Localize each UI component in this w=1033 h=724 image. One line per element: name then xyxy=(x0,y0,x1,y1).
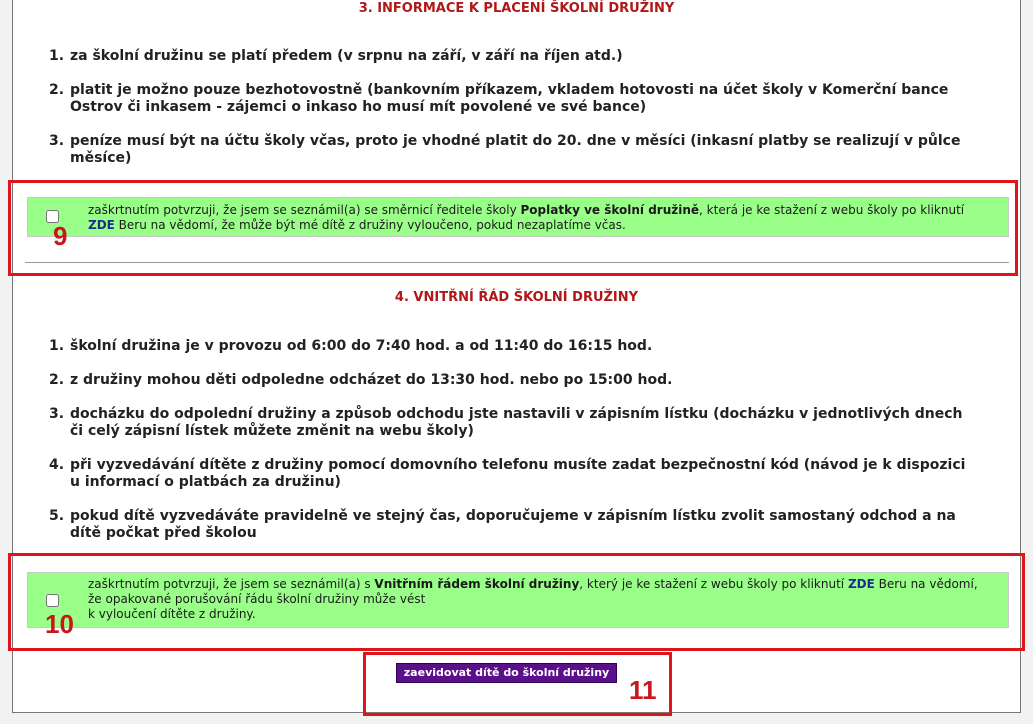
annotation-box-10 xyxy=(8,553,1025,651)
annotation-box-11 xyxy=(363,652,672,716)
list-item-text: za školní družinu se platí předem (v srpnu na září, v září na říjen atd.) xyxy=(70,48,623,64)
section-3-title: 3. INFORMACE K PLACENÍ ŠKOLNÍ DRUŽINY xyxy=(358,1,675,16)
list-item-number: 2. xyxy=(49,82,65,98)
list-item-number: 2. xyxy=(49,372,65,388)
list-item-number: 3. xyxy=(49,406,65,422)
rules-download-link[interactable]: ZDE xyxy=(847,577,875,591)
list-item-number: 3. xyxy=(49,133,65,149)
list-item-text: pokud dítě vyzvedáváte pravidelně ve stejný čas, doporučujeme v zápisním lístku zvolit samostaný odchod a na dítě počkat před školou xyxy=(70,508,956,541)
list-item-text: z družiny mohou děti odpoledne odcházet do 13:30 hod. nebo po 15:00 hod. xyxy=(70,372,673,388)
list-item-number: 5. xyxy=(49,508,65,524)
list-item-number: 1. xyxy=(49,338,65,354)
annotation-label-11: 11 xyxy=(629,675,657,705)
annotation-box-9 xyxy=(8,180,1018,276)
register-child-button[interactable]: zaevidovat dítě do školní družiny xyxy=(396,663,617,683)
rules-consent-text: zaškrtnutím potvrzuji, že jsem se seznámil(a) s Vnitřním řádem školní družiny, který je ke stažení z webu školy po kliknutí ZDE Beru na vědomí, že opakované porušování řádu školní družiny může vést k vyloučení dítěte z družiny. xyxy=(88,577,978,621)
list-item-number: 4. xyxy=(49,457,65,473)
list-item-text: platit je možno pouze bezhotovostně (bankovním příkazem, vkladem hotovosti na účet školy v Komerční bance Ostrov či inkasem - zájemci o inkaso ho musí mít povolené ve své bance) xyxy=(70,82,949,115)
rules-document-name: Vnitřním řádem školní družiny xyxy=(374,577,580,591)
list-item-text: školní družina je v provozu od 6:00 do 7:40 hod. a od 11:40 do 16:15 hod. xyxy=(70,338,653,354)
list-item-text: při vyzvedávání dítěte z družiny pomocí domovního telefonu musíte zadat bezpečnostní kód (návod je k dispozici u informací o platbách za družinu) xyxy=(70,457,966,490)
annotation-label-10: 10 xyxy=(45,609,74,639)
fee-directive-name: Poplatky ve školní družině xyxy=(520,203,700,217)
section-4-title: 4. VNITŘNÍ ŘÁD ŠKOLNÍ DRUŽINY xyxy=(394,290,639,305)
list-item-text: peníze musí být na účtu školy včas, proto je vhodné platit do 20. dne v měsíci (inkasní platby se realizují v půlce měsíce) xyxy=(70,133,961,166)
fee-directive-download-link[interactable]: ZDE xyxy=(88,218,115,232)
payment-consent-text: zaškrtnutím potvrzuji, že jsem se seznámil(a) se směrnicí ředitele školy Poplatky ve školní družině, která je ke stažení z webu školy po kliknutí ZDE Beru na vědomí, že může být mé dítě z družiny vyloučeno, pokud nezaplatíme včas. xyxy=(88,203,965,232)
list-item-number: 1. xyxy=(49,48,65,64)
list-item-text: docházku do odpolední družiny a způsob odchodu jste nastavili v zápisním lístku (docházku v jednotlivých dnech či celý zápisní lístek můžete změnit na webu školy) xyxy=(70,406,963,439)
annotation-label-9: 9 xyxy=(53,221,68,251)
